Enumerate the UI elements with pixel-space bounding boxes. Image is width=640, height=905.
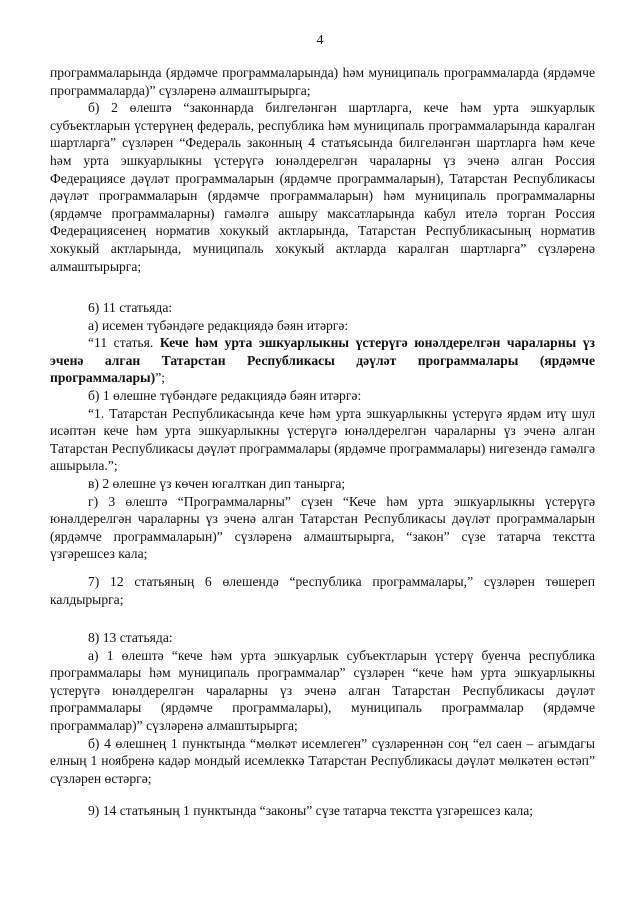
article-number: “11 статья. <box>88 335 154 351</box>
paragraph: г) 3 өлештә “Программаларны” сүзен “Кече һәм урта эшкуарлыкны үстерүгә юнәлдерелгән чараларны үз эченә алган Татарстан Республикасы дәүләт программаларын (ярдәмче программаларын)” сүзләренә алмаштырырга, “закон” сүзе татарча текстта үзгәрешсез кала; <box>50 493 595 562</box>
page-number: 4 <box>316 33 324 48</box>
paragraph: программаларында (ярдәмче программаларында) һәм муниципаль программаларда (ярдәмче программаларда)” сүзләренә алмаштырырга; <box>50 65 595 98</box>
paragraph: 8) 13 статьяда: <box>88 630 173 645</box>
paragraph: 7) 12 статьяның 6 өлешендә “республика программалары,” сүзләрен төшереп калдырырга; <box>50 574 595 607</box>
article-title: Кече һәм урта эшкуарлыкны үстерүгә юнәлдерелгән чараларны үз эченә алган Татарстан Республикасы дәүләт программалары (ярдәмче программалары) <box>50 335 595 386</box>
paragraph: 6) 11 статьяда: <box>88 300 173 315</box>
paragraph-block-3 <box>50 573 595 608</box>
paragraph: а) 1 өлештә “кече һәм урта эшкуарлык субъектларын үстерү буенча республика программалары һәм муниципаль программалар” сүзләрен “кече һәм урта эшкуарлыкны үстерүгә юнәлдерелгән чараларны үз эченә алган Татарстан Республикасы дәүләт программалары (ярдәмче программалары), муниципаль программалар (ярдәмче программалар)” сүзләренә алмаштырырга; <box>50 647 595 733</box>
article-title-paragraph <box>50 334 595 387</box>
paragraph-block-4 <box>50 629 595 787</box>
paragraph: “1. Татарстан Республикасында кече һәм урта эшкуарлыкны үстерүгә ярдәм итү шул исәптән кече һәм урта эшкуарлыкны үстерүгә юнәлдерелгән чараларны үз эченә алган Татарстан Республикасы дәүләт программалары (ярдәмче программалары) нигезендә гамәлгә ашырыла.”; <box>50 405 595 474</box>
paragraph: б) 4 өлешнең 1 пунктында “мөлкәт исемлеген” сүзләреннән соң “ел саен – агымдагы елның 1 ноябренә кадәр мондый исемлеккә Татарстан Республикасы дәүләт мөлкәтен өстәп” сүзләрен өстәргә; <box>50 735 595 786</box>
paragraph: б) 2 өлештә “законнарда билгеләнгән шартларга, кече һәм урта эшкуарлык субъектларын үстерүнең федераль, республика һәм муниципаль программаларында каралган шартларга” сүзләрен “Федераль законның 4 статьясында билгеләнгән шартларга һәм кече һәм урта эшкуарлыкны үстерүгә юнәлдерелгән чараларны үз эченә алган Россия Федерациясе дәүләт программаларын (ярдәмче программаларын), Татарстан Республикасы дәүләт программаларын (ярдәмче программаларын) һәм муниципаль программаларны (ярдәмче программаларны) гамәлгә ашыру максатларында кабул ителә торган Россия Федерациясенең норматив хокукый актларында, Татарстан Республикасының норматив хокукый актларында, муниципаль хокукый актларда каралган шартларга” сүзләренә алмаштырырга; <box>50 100 595 274</box>
paragraph-block-5 <box>50 802 595 820</box>
paragraph: в) 2 өлешне үз көчен югалткан дип танырга; <box>88 475 346 491</box>
paragraph: 9) 14 статьяның 1 пунктында “законы” сүзе татарча текстта үзгәрешсез кала; <box>88 803 534 818</box>
paragraph-block-2 <box>50 299 595 563</box>
paragraph-block-1 <box>50 64 595 275</box>
paragraph: а) исемен түбәндәге редакциядә бәян итәргә: <box>88 317 349 333</box>
article-title-close: ”; <box>155 370 165 386</box>
paragraph: б) 1 өлешне түбәндәге редакциядә бәян итәргә: <box>88 387 362 403</box>
